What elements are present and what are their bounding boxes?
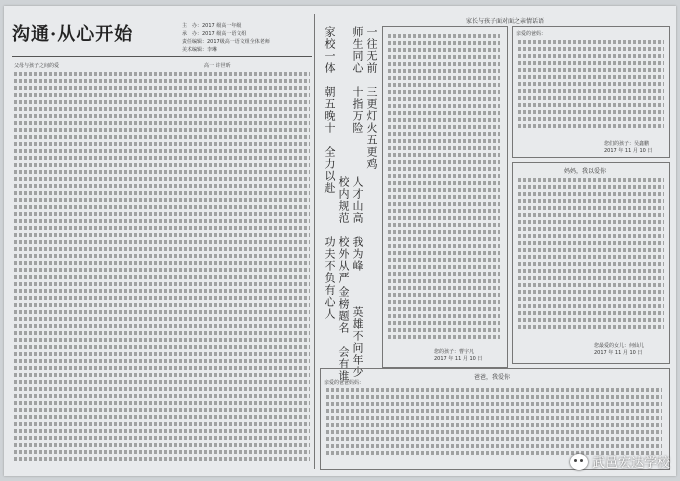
letter2-sign: 您最爱的女儿：何仙儿 [594,343,645,349]
slogan-column: 英雄不问年少 [351,306,364,378]
slogan-column: 家校一体 朝五晚十 全力以赴 [323,26,336,194]
slogan-column: 一往无前 三更灯火五更鸡 [365,26,378,170]
middle-date: 2017 年 11 月 10 日 [434,356,483,362]
masthead-info [182,22,292,54]
letter1-sign: 您们的孩子：吴鑫鹏 [604,141,650,147]
letter1-date: 2017 年 11 月 10 日 [604,148,653,154]
column-rule [314,14,315,469]
bottom-greeting: 亲爱的爸爸妈妈： [324,380,365,386]
article-headline: 父母与孩子之间的爱 [14,63,60,69]
info-line: 承 办：2017 级高一语文组 [182,31,247,37]
info-line: 美术编辑：李琳 [182,47,218,53]
letter2-date: 2017 年 11 月 10 日 [594,350,643,356]
letter2-body [518,178,664,338]
bottom-letter-body [326,388,662,458]
letter1-title: 亲爱的爸妈： [516,31,547,37]
info-line: 主 办：2017 级高一年级 [182,23,242,29]
wechat-icon [570,454,588,470]
slogan-column: 功夫不负有心人 [323,236,336,320]
middle-letter-body [388,34,500,344]
letter2-title: 妈妈，我以爱你 [564,168,607,175]
slogan-column: 金榜题名 会有谁 [337,286,350,382]
bottom-title: 爸爸，我爱你 [474,374,511,381]
watermark-text: 武邑宏达学校 [591,456,670,471]
watermark [570,452,670,471]
newspaper-sheet [4,6,676,476]
right-header: 家长与孩子面对面之亲情话语 [466,18,545,25]
middle-sign: 您的孩子：曹宇凡 [434,349,475,355]
slogan-column: 校内规范 校外从严 [337,176,350,284]
masthead-title: 沟通·从心开始 [12,24,134,45]
slogan-column: 师生同心 十指万险 [351,26,364,134]
article-author: 高一 许世昕 [204,63,231,69]
article-body [14,72,310,467]
letter1-body [518,40,664,136]
slogan-column: 人才山高 我为峰 [351,176,364,272]
rule [12,56,312,57]
info-line: 责任编辑：2017级高一语文组全体老师 [182,39,270,45]
